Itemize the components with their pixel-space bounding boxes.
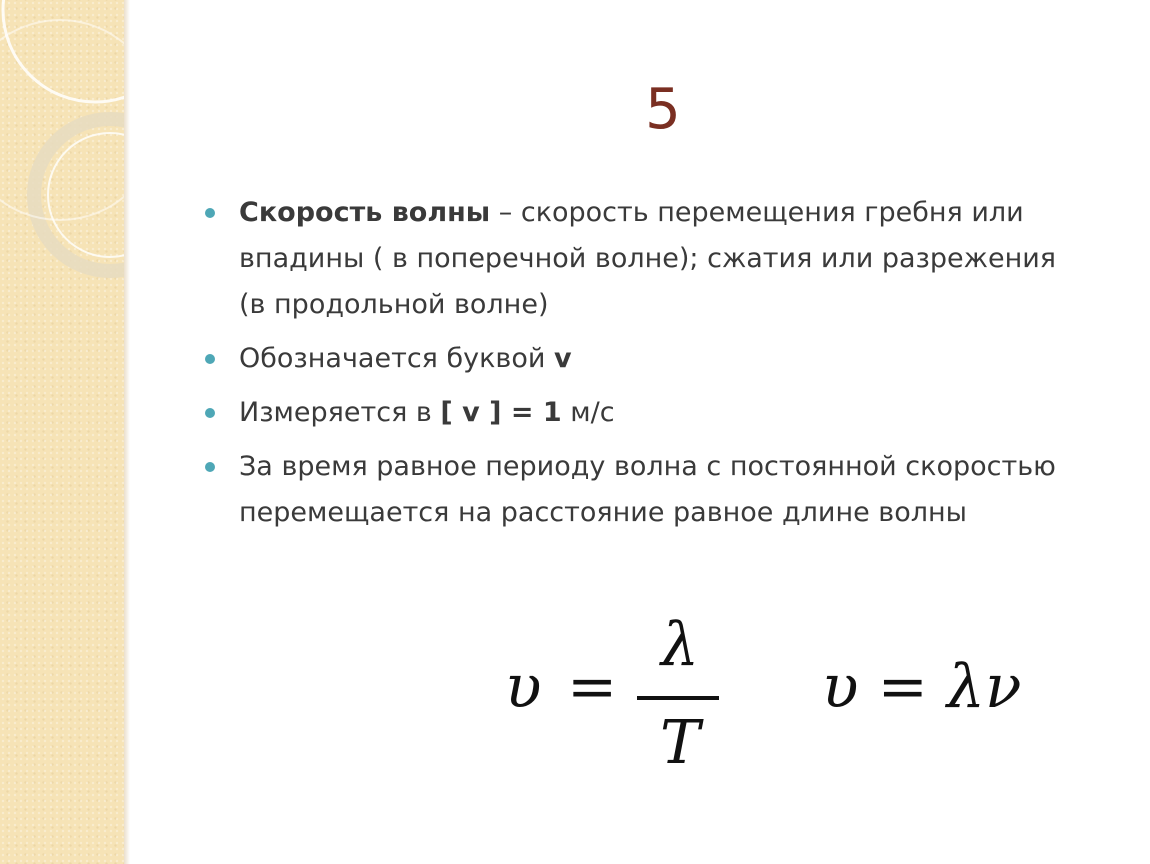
bullet-list: [205, 190, 1085, 544]
bullet-item: [205, 444, 1085, 536]
decorative-sidebar: [0, 0, 124, 864]
formula-equals: =: [567, 652, 618, 722]
formula-equals: =: [877, 652, 928, 722]
term-wave-speed: Скорость волны: [239, 197, 491, 228]
bullet-item: [205, 190, 1085, 328]
unit-value: м/с: [561, 397, 615, 428]
bullet-dot-icon: [205, 462, 215, 472]
notation-symbol: v: [553, 343, 572, 374]
period-text: За время равное периоду волна с постоянной скоростью перемещается на расстояние равное длине волны: [239, 451, 1056, 528]
notation-text: Обозначается буквой: [239, 343, 554, 374]
bullet-dot-icon: [205, 408, 215, 418]
formula-lhs: υ: [822, 652, 859, 722]
bullet-item: [205, 390, 1085, 436]
decorative-circles: [0, 0, 124, 864]
formula-speed-wavelength-frequency: [822, 652, 1021, 722]
sidebar-border: [124, 0, 130, 864]
definition-text: – скорость перемещения гребня или впадины ( в поперечной волне); сжатия или разрежения (в продольной волне): [239, 197, 1057, 320]
bullet-dot-icon: [205, 354, 215, 364]
formula-denominator: T: [659, 708, 701, 778]
formula-speed-wavelength-period: [505, 600, 725, 800]
bullet-dot-icon: [205, 208, 215, 218]
formula-numerator: λ: [660, 610, 700, 680]
fraction-bar: [637, 696, 719, 700]
formula-rhs: λν: [946, 652, 1022, 722]
bullet-item: [205, 336, 1085, 382]
unit-expression: [ v ] = 1: [440, 397, 562, 428]
slide-title: 5: [645, 77, 681, 142]
unit-text: Измеряется в: [239, 397, 441, 428]
formula-lhs: υ: [505, 652, 542, 722]
